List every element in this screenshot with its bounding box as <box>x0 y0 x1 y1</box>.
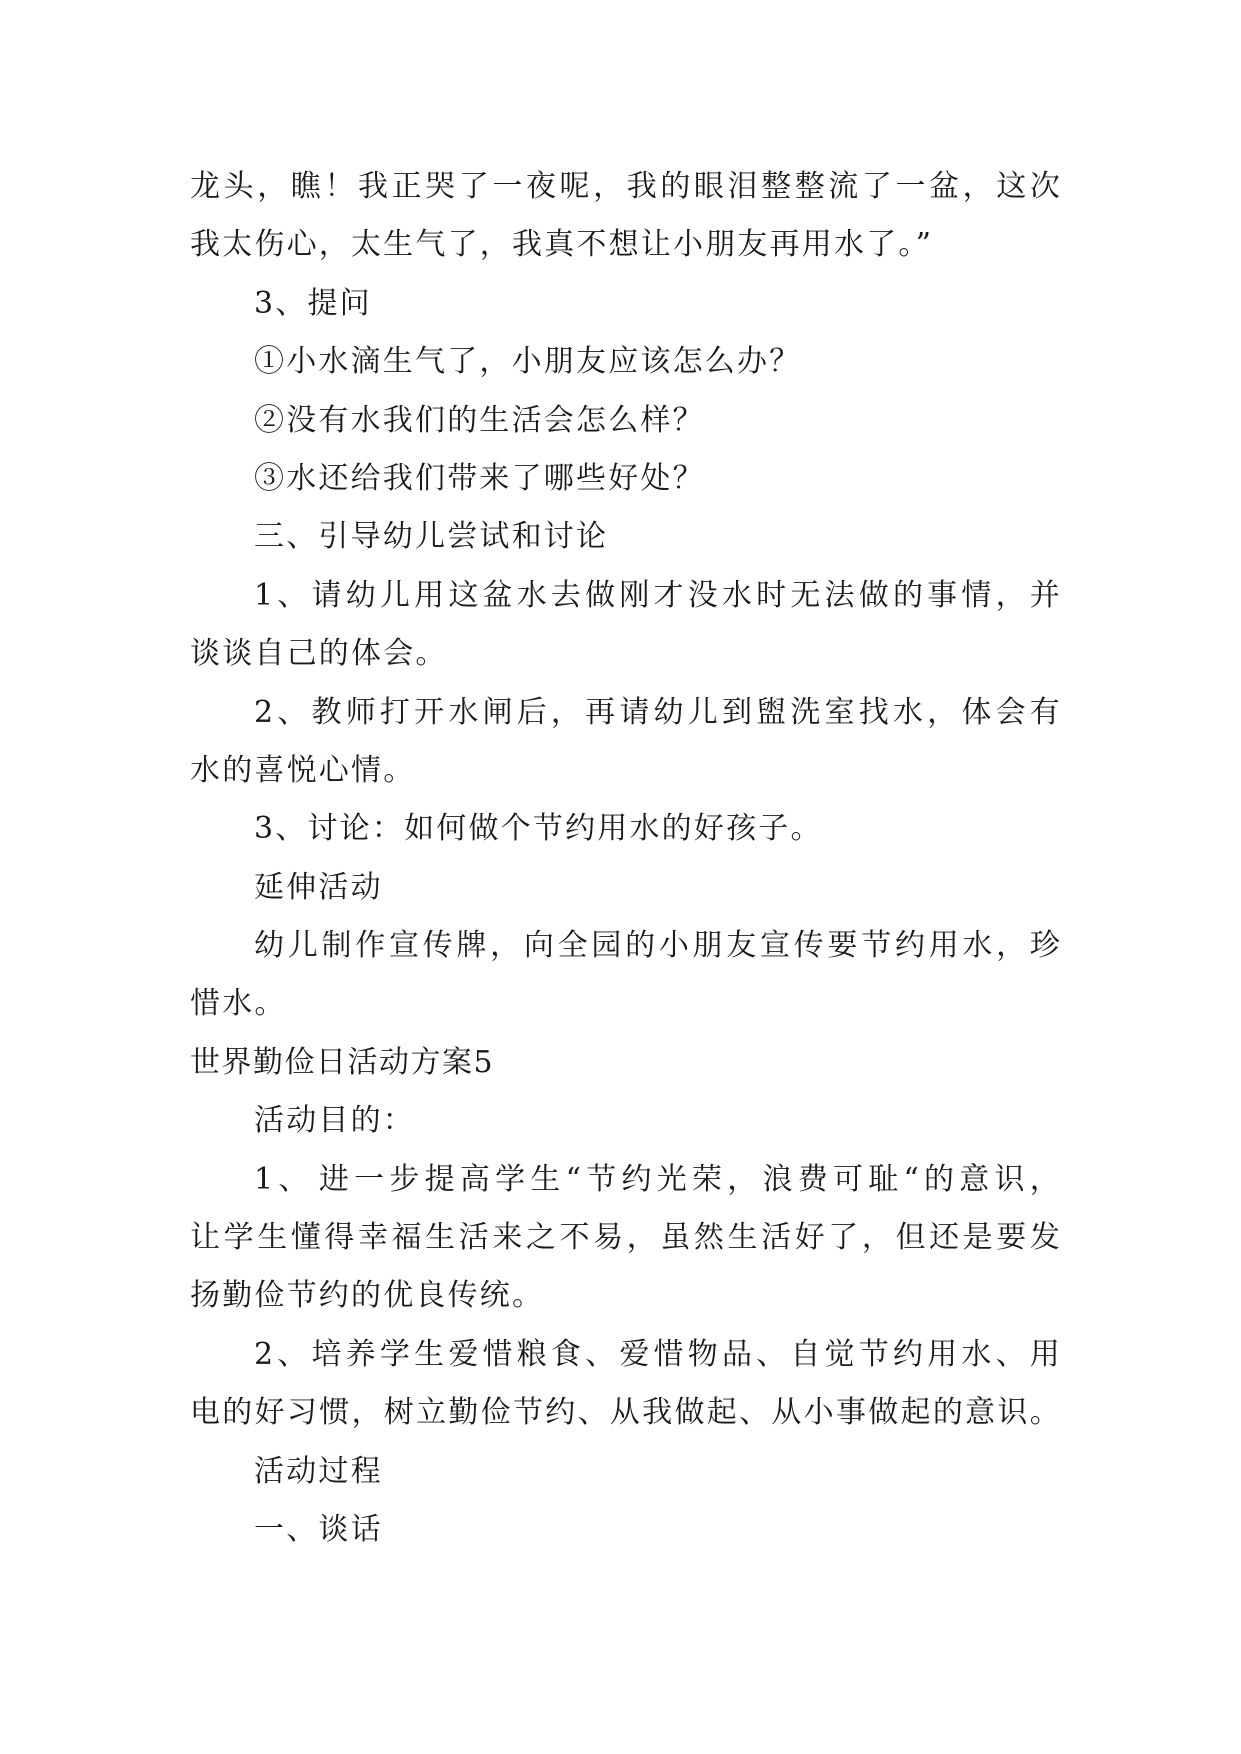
paragraph-line: 1 、 进 一 步 提 高 学 生 “ 节 约 光 荣 ， 浪 费 可 耻 “ 的 意 识 ， <box>254 1161 1060 1197</box>
paragraph-line: 一、谈话 <box>254 1511 383 1547</box>
section-heading: 世界勤俭日活动方案5 <box>190 1044 495 1080</box>
paragraph-line: 让 学 生 懂 得 幸 福 生 活 来 之 不 易 ， 虽 然 生 活 好 了 ， 但 还 是 要 发 <box>190 1220 1060 1256</box>
paragraph-line: 延伸活动 <box>254 869 383 905</box>
paragraph-line: 惜水。 <box>190 986 287 1022</box>
paragraph-line: ②没有水我们的生活会怎么样？ <box>254 402 705 438</box>
paragraph-line: 扬勤俭节约的优良传统。 <box>190 1278 545 1314</box>
paragraph-line: 活动目的： <box>254 1103 415 1139</box>
paragraph-line: 幼 儿 制 作 宣 传 牌 ， 向 全 园 的 小 朋 友 宣 传 要 节 约 用 水 ， 珍 <box>254 928 1060 964</box>
paragraph-line: ①小水滴生气了，小朋友应该怎么办？ <box>254 344 802 380</box>
paragraph-line: 3、讨论：如何做个节约用水的好孩子。 <box>254 811 823 847</box>
paragraph-line: 我太伤心，太生气了，我真不想让小朋友再用水了。” <box>190 227 934 263</box>
paragraph-line: 1 、 请 幼 儿 用 这 盆 水 去 做 刚 才 没 水 时 无 法 做 的 事 情 ， 并 <box>254 577 1060 613</box>
paragraph-line: 三、引导幼儿尝试和讨论 <box>254 519 609 555</box>
paragraph-line: 活动过程 <box>254 1453 383 1489</box>
paragraph-line: 电 的 好 习 惯 ， 树 立 勤 俭 节 约 、 从 我 做 起 、 从 小 事 做 起 的 意 识 。 <box>190 1395 1060 1431</box>
paragraph-line: 龙 头 ， 瞧 ！ 我 正 哭 了 一 夜 呢 ， 我 的 眼 泪 整 整 流 了 一 盆 ， 这 次 <box>190 169 1060 204</box>
paragraph-line: 2 、 教 师 打 开 水 闸 后 ， 再 请 幼 儿 到 盥 洗 室 找 水 ， 体 会 有 <box>254 694 1060 730</box>
paragraph-line: 3、提问 <box>254 285 372 321</box>
paragraph-line: ③水还给我们带来了哪些好处？ <box>254 460 705 496</box>
paragraph-line: 2 、 培 养 学 生 爱 惜 粮 食 、 爱 惜 物 品 、 自 觉 节 约 用 水 、 用 <box>254 1336 1060 1372</box>
document-body <box>190 158 1060 1559</box>
paragraph-line: 谈谈自己的体会。 <box>190 636 448 672</box>
paragraph-line: 水的喜悦心情。 <box>190 752 416 788</box>
